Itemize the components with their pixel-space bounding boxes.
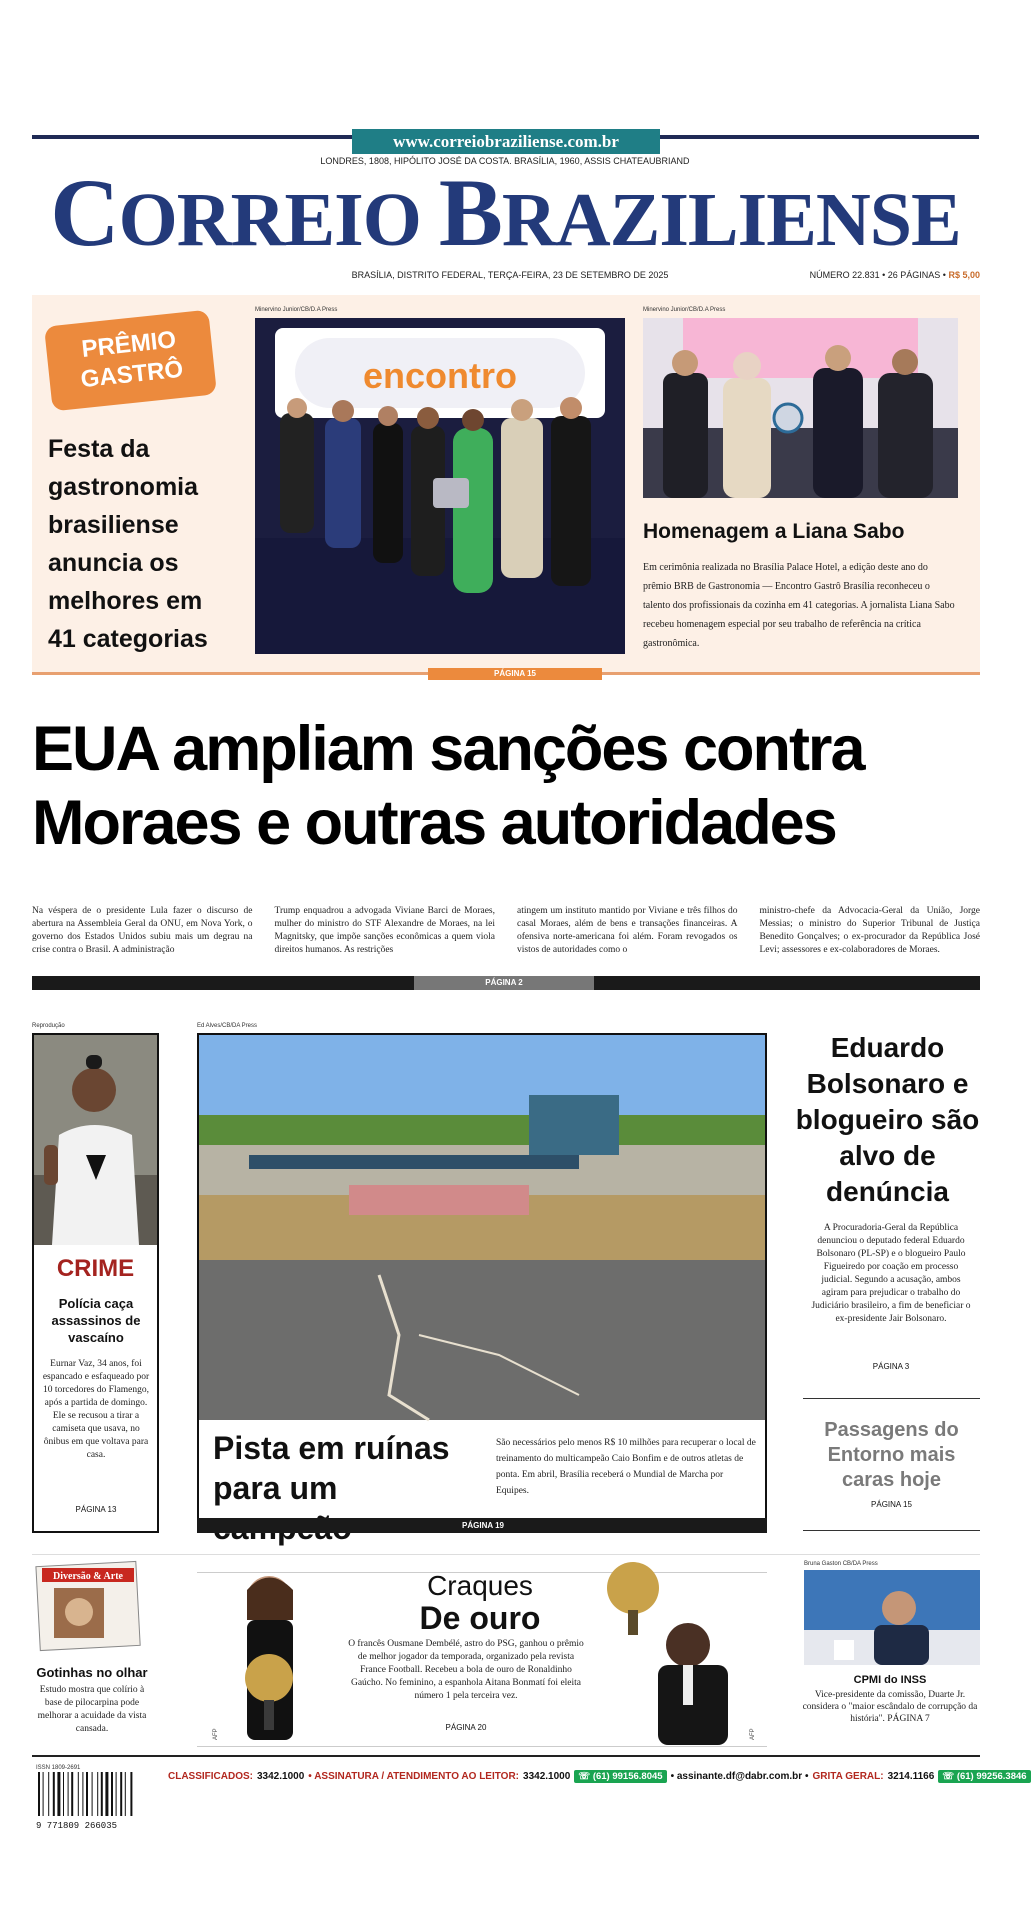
barcode-bar [86, 1772, 88, 1816]
barcode-bar [43, 1772, 44, 1816]
liana-sabo-photo[interactable] [643, 318, 958, 498]
barcode-bar [111, 1772, 113, 1816]
lead-column: Na véspera de o presidente Lula fazer o discurso de abertura na Assembleia Geral da ONU, em Nova York, o governo dos Estados Unidos subiu mais um degrau na crise contra o Brasil. A administração [32, 906, 253, 955]
page-reference[interactable]: PÁGINA 13 [75, 1505, 117, 1514]
dateline: BRASÍLIA, DISTRITO FEDERAL, TERÇA-FEIRA, 23 DE SETEMBRO DE 2025 [351, 270, 669, 280]
barcode-bar [97, 1772, 98, 1816]
footer-rule [32, 1755, 980, 1757]
whatsapp-phone[interactable]: ☏ (61) 99256.3846 [938, 1770, 1030, 1783]
award-ceremony-photo[interactable] [255, 318, 625, 654]
barcode [34, 1762, 154, 1830]
page-reference[interactable]: PÁGINA 15 [871, 1500, 912, 1509]
barcode-bar [38, 1772, 40, 1816]
barcode-bar [63, 1772, 64, 1816]
page-reference[interactable]: PÁGINA 15 [428, 668, 602, 680]
crime-body-text: Eurnar Vaz, 34 anos, foi espancado e esfaqueado por 10 torcedores do Flamengo, após a partida de domingo. Ele se recusou a tirar a camiseta que usava, no ônibus em que voltava para casa. [42, 1359, 150, 1460]
cpmi-headline[interactable]: CPMI do INSS [853, 1674, 927, 1686]
classificados-phone[interactable]: 3342.1000 [257, 1771, 305, 1782]
pista-body-text: São necessários pelo menos R$ 10 milhões para recuperar o local de treinamento do multicampeão Caio Bonfim e de outros atletas de ponta. Em abril, Brasília receberá o Mundial de Marcha por Equipes. [496, 1438, 756, 1496]
photo-credit: Minervino Junior/CB/D.A Press [643, 307, 726, 313]
lead-column: ministro-chefe da Advocacia-Geral da União, Jorge Messias; o ministro do Superior Tribunal de Justiça Benedito Gonçalves; o ex-procurador da República José Levi; assessores e ex-colaboradores de Moraes. [759, 906, 980, 955]
promo-headline[interactable]: Festa da gastronomia brasiliense anuncia os melhores em 41 categorias [48, 435, 208, 653]
promo-subheadline[interactable]: Homenagem a Liana Sabo [643, 520, 905, 543]
barcode-bar [53, 1772, 55, 1816]
stadium-track-photo[interactable] [199, 1035, 765, 1420]
assinatura-label: • ASSINATURA / ATENDIMENTO AO LEITOR: [308, 1771, 520, 1782]
gotinhas-body-text: Estudo mostra que colírio à base de pilocarpina pode melhorar a acuidade da vista cansada. [37, 1685, 147, 1734]
eduardo-body-text: A Procuradoria-Geral da República denunciou o deputado federal Eduardo Bolsonaro (PL-SP) e o blogueiro Paulo Figueiredo por coação em processo judicial. Segundo a acusação, ambos agiram para prejudicar o trabalho do Judiciário brasileiro, a fim de beneficiar o ex-presidente Jair Bolsonaro. [811, 1223, 971, 1324]
premio-gastro-badge[interactable]: PRÊMIO GASTRÔ [44, 310, 217, 412]
divider [803, 1398, 980, 1399]
craques-kicker: Craques [427, 1570, 533, 1601]
barcode-bar [125, 1772, 126, 1816]
section-label-crime: CRIME [56, 1255, 135, 1282]
barcode-bar [101, 1772, 103, 1816]
page-reference[interactable]: PÁGINA 20 [445, 1723, 487, 1732]
barcode-bar [116, 1772, 117, 1816]
barcode-bar [92, 1772, 93, 1816]
photo-credit: AFP [213, 1728, 219, 1740]
email-link[interactable]: • assinante.df@dabr.com.br • [670, 1771, 809, 1782]
newspaper-logo[interactable]: CORREIO BRAZILIENSE [50, 159, 961, 266]
page-reference[interactable]: PÁGINA 19 [462, 1521, 504, 1530]
divider [803, 1530, 980, 1531]
photo-credit: Reprodução [32, 1023, 65, 1029]
page-reference[interactable]: PÁGINA 2 [414, 976, 594, 990]
passagens-headline[interactable]: Passagens do Entorno mais caras hoje [824, 1419, 959, 1491]
grita-label: GRITA GERAL: [812, 1771, 884, 1782]
whatsapp-phone[interactable]: ☏ (61) 99156.8045 [574, 1770, 666, 1783]
dembele-photo[interactable] [598, 1560, 763, 1745]
lead-column: Trump enquadrou a advogada Viviane Barci de Moraes, mulher do ministro do STF Alexandre de Moraes, na lei Magnitsky, que impõe sanções econômicas a quem viola direitos humanos. As restrições [274, 906, 495, 955]
stage-logo-text: encontro [362, 355, 518, 396]
founders-line: LONDRES, 1808, HIPÓLITO JOSÉ DA COSTA. BRASÍLIA, 1960, ASSIS CHATEAUBRIAND [320, 156, 690, 166]
page-reference[interactable]: PÁGINA 3 [872, 1362, 910, 1371]
barcode-bar [78, 1772, 79, 1816]
grita-phone[interactable]: 3214.1166 [887, 1771, 935, 1782]
magazine-title: Diversão & Arte [53, 1571, 123, 1582]
barcode-bar [105, 1772, 108, 1816]
photo-credit: Bruna Gaston CB/DA Press [804, 1561, 878, 1567]
victim-photo[interactable] [34, 1035, 157, 1245]
magazine-cover-thumbnail[interactable] [34, 1560, 142, 1650]
eduardo-headline[interactable]: Eduardo Bolsonaro e blogueiro são alvo de denúncia [795, 1032, 980, 1207]
barcode-bar [48, 1772, 49, 1816]
section-divider [32, 1554, 980, 1555]
barcode-bar [120, 1772, 122, 1816]
barcode-bar [57, 1772, 60, 1816]
assinatura-phone[interactable]: 3342.1000 [523, 1771, 571, 1782]
promo-body-text: Em cerimônia realizada no Brasília Palace Hotel, a edição deste ano do prêmio BRB de Gastronomia — Encontro Gastrô Brasília reconheceu o talento dos profissionais da cozinha em 41 categorias. A jornalista Liana Sabo recebeu homenagem especial por seu trabalho de referência na crítica gastronômica. [643, 562, 955, 649]
craques-headline[interactable]: De ouro [419, 1600, 541, 1636]
photo-credit: AFP [750, 1728, 756, 1740]
barcode-number: 9 771809 266035 [36, 1821, 118, 1831]
photo-credit: Ed Alves/CB/DA Press [197, 1023, 258, 1029]
contact-line [168, 1770, 1027, 1783]
duarte-jr-photo[interactable] [804, 1570, 980, 1665]
pista-headline[interactable]: Pista em ruínas para um [213, 1430, 450, 1506]
price: R$ 5,00 [948, 270, 980, 280]
bonmati-photo[interactable] [207, 1560, 337, 1745]
barcode-bar [71, 1772, 73, 1816]
gotinhas-headline[interactable]: Gotinhas no olhar [36, 1665, 148, 1680]
barcode-bar [68, 1772, 69, 1816]
issn: ISSN 1809-2691 [36, 1765, 81, 1771]
site-url-link[interactable]: www.correiobraziliense.com.br [352, 129, 660, 154]
photo-credit: Minervino Junior/CB/D.A Press [255, 307, 338, 313]
barcode-bar [82, 1772, 83, 1816]
cpmi-body-text: Vice-presidente da comissão, Duarte Jr. considera o "maior escândalo de corrupção da história". PÁGINA 7 [802, 1690, 978, 1724]
lead-column: atingem um instituto mantido por Viviane e três filhos do casal Moraes, além de bens e transações financeiras. A ofensiva norte-americana foi além. Foram revogados os vistos de autoridades como o [517, 906, 738, 955]
main-lead-columns [32, 905, 980, 957]
main-headline[interactable]: EUA ampliam sanções contra Moraes e outras autoridades [32, 714, 864, 858]
crime-headline[interactable]: Polícia caça assassinos de vascaíno [51, 1296, 141, 1345]
craques-body-text: O francês Ousmane Dembélé, astro do PSG, ganhou o prêmio de melhor jogador da temporada, organizado pela revista France Football. Recebeu a bola de ouro de Ronaldinho Gaúcho. No feminino, a espanhola Aitana Bonmatí foi eleita número 1 pela terceira vez. [348, 1639, 584, 1701]
edition-number: NÚMERO 22.831 • 26 PÁGINAS • R$ 5,00 [809, 270, 980, 280]
barcode-bar [130, 1772, 132, 1816]
classificados-label: CLASSIFICADOS: [168, 1771, 253, 1782]
